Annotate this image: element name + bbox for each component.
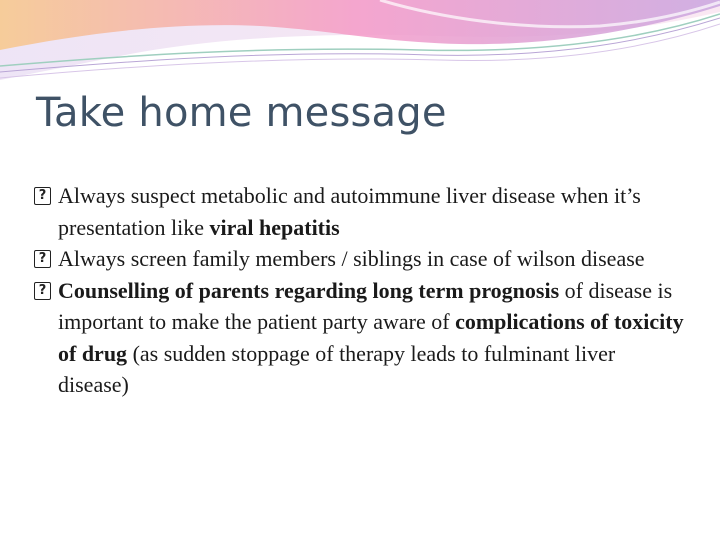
bullet-list <box>34 180 684 401</box>
bullet-marker-icon: ? <box>34 250 51 268</box>
bullet-text: Always screen family members / siblings in case of wilson disease <box>58 246 645 271</box>
bullet-item <box>34 243 684 275</box>
bullet-text-bold: complications of toxicity of drug <box>58 309 684 366</box>
bullet-text: (as sudden stoppage of therapy leads to fulminant liver disease) <box>58 340 616 397</box>
decorative-wave-banner <box>0 0 720 90</box>
bullet-marker-icon: ? <box>34 282 51 300</box>
bullet-text: Always suspect metabolic and autoimmune liver disease when it’s presentation like <box>58 183 641 240</box>
bullet-text-bold: Counselling of parents regarding long term prognosis <box>58 277 560 303</box>
bullet-marker-icon: ? <box>34 187 51 205</box>
bullet-item <box>34 275 684 401</box>
bullet-text: of disease is important to make the patient party aware of <box>58 277 673 334</box>
bullet-item <box>34 180 684 243</box>
bullet-text-bold: viral hepatitis <box>209 214 340 240</box>
slide-title: Take home message <box>36 90 447 136</box>
